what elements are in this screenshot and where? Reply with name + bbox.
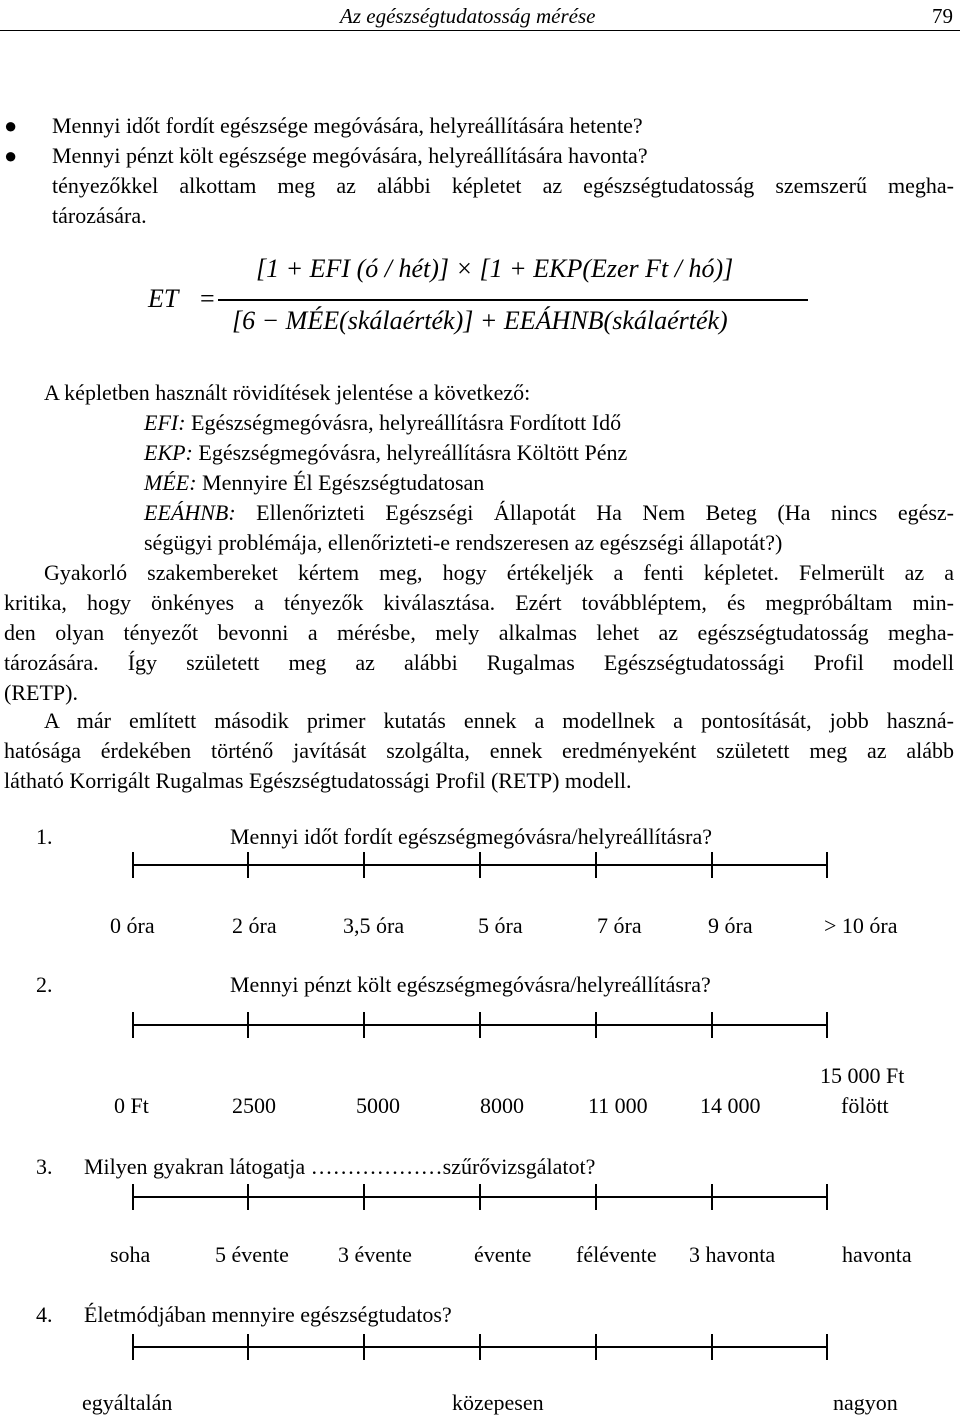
scale-label: havonta [842,1242,912,1267]
abbrev-code: EEÁHNB: [144,500,236,525]
scale-label: > 10 óra [824,913,898,938]
abbrev-text: Egészségmegóvásra, helyreállításra Fordított Idő [191,410,622,435]
scale-label-bottom: fölött [841,1093,889,1118]
paragraph1-line: tározására. Így született meg az alábbi Rugalmas Egészségtudatossági Profil modell [4,650,954,675]
scale-tick[interactable] [595,852,597,878]
scale-tick[interactable] [247,852,249,878]
abbrev-eeahnb-cont: ségügyi problémája, ellenőrizteti-e rendszeresen az egészségi állapotát?) [144,530,783,555]
scale-label: 3 évente [338,1242,412,1267]
scale-label: 3,5 óra [343,913,405,938]
scale-tick[interactable] [363,852,365,878]
bullet-icon: ● [4,143,18,168]
scale-tick[interactable] [826,1334,828,1360]
scale-label: 5 óra [478,913,523,938]
scale-tick[interactable] [595,1012,597,1038]
scale-tick[interactable] [711,1334,713,1360]
abbrev-ekp [144,438,627,467]
scale-tick[interactable] [595,1184,597,1210]
scale-label: 7 óra [597,913,642,938]
scale-tick[interactable] [247,1012,249,1038]
scale-label: egyáltalán [82,1390,173,1415]
scale-label: 14 000 [700,1093,761,1118]
paragraph2-line: látható Korrigált Rugalmas Egészségtudatossági Profil (RETP) modell. [4,768,632,793]
scale-label: 8000 [480,1093,524,1118]
scale-label: 2 óra [232,913,277,938]
question-text: Mennyi pénzt költ egészségmegóvásra/helyreállításra? [230,972,711,997]
scale-tick[interactable] [132,1334,134,1360]
abbrev-intro: A képletben használt rövidítések jelentése a következő: [44,380,531,405]
fill-in-dots[interactable]: ……………… [310,1154,443,1179]
scale-label-top: 15 000 Ft [820,1063,905,1088]
abbrev-efi [144,408,621,437]
formula-equals: = [200,284,215,313]
scale-label: 2500 [232,1093,276,1118]
question-text: Mennyi időt fordít egészségmegóvásra/helyreállításra? [230,824,712,849]
paragraph1-line: kritika, hogy önkényes a tényezők kiválasztása. Ezért továbbléptem, és megpróbáltam min- [4,590,954,615]
abbrev-code: MÉE: [144,470,197,495]
scale-tick[interactable] [479,852,481,878]
scale-tick[interactable] [479,1334,481,1360]
formula-denominator: [6 − MÉE(skálaérték)] + EEÁHNB(skálaérték) [232,306,728,335]
scale-label: 0 óra [110,913,155,938]
question-text-before: Milyen gyakran látogatja [84,1154,306,1179]
question-text: Életmódjában mennyire egészségtudatos? [84,1302,452,1327]
abbrev-code: EKP: [144,440,193,465]
formula-numerator: [1 + EFI (ó / hét)] × [1 + EKP(Ezer Ft / hó)] [256,254,734,283]
intro-line-2: tározására. [52,203,147,228]
scale-tick[interactable] [479,1184,481,1210]
question-number: 2. [36,972,53,997]
bullet-item-time: Mennyi időt fordít egészsége megóvására, helyreállítására hetente? [52,113,643,138]
scale-label: félévente [576,1242,657,1267]
running-header-title: Az egészségtudatosság mérése [340,4,596,28]
scale-tick[interactable] [826,852,828,878]
scale-tick[interactable] [826,1012,828,1038]
page-number: 79 [932,4,953,28]
scale-label: közepesen [452,1390,544,1415]
scale-tick[interactable] [247,1334,249,1360]
fraction-bar [218,299,808,301]
scale-tick[interactable] [132,1184,134,1210]
question-number: 3. [36,1154,53,1179]
paragraph1-line: Gyakorló szakembereket kértem meg, hogy értékeljék a fenti képletet. Felmerült az a [44,560,954,585]
formula-lhs: ET [148,284,179,313]
scale-tick[interactable] [363,1012,365,1038]
abbrev-mee [144,468,484,497]
question-text-after: szűrővizsgálatot? [442,1154,596,1179]
question-number: 1. [36,824,53,849]
abbrev-text: Mennyire Él Egészségtudatosan [202,470,485,495]
scale-label: 5000 [356,1093,400,1118]
scale-label: 9 óra [708,913,753,938]
abbrev-code: EFI: [144,410,186,435]
scale-label: nagyon [833,1390,898,1415]
scale-tick[interactable] [826,1184,828,1210]
scale-tick[interactable] [595,1334,597,1360]
question-number: 4. [36,1302,53,1327]
scale-tick[interactable] [363,1334,365,1360]
scale-tick[interactable] [132,852,134,878]
scale-label: 0 Ft [114,1093,149,1118]
scale-tick[interactable] [363,1184,365,1210]
abbrev-text: Ellenőrizteti Egészségi Állapotát Ha Nem Beteg (Ha nincs egész- [256,500,954,525]
scale-tick[interactable] [132,1012,134,1038]
bullet-icon: ● [4,113,18,138]
paragraph1-line: (RETP). [4,680,78,705]
scale-tick[interactable] [247,1184,249,1210]
paragraph2-line: A már említett második primer kutatás ennek a modellnek a pontosítását, jobb haszná- [44,708,954,733]
header-rule [0,30,960,31]
scale-label: 3 havonta [689,1242,776,1267]
question-text [84,1154,595,1180]
scale-label: évente [474,1242,532,1267]
intro-line-1: tényezőkkel alkottam meg az alábbi képletet az egészségtudatosság szemszerű megha- [52,173,954,198]
scale-tick[interactable] [711,1184,713,1210]
scale-label: soha [110,1242,151,1267]
scale-tick[interactable] [711,852,713,878]
scale-label: 5 évente [215,1242,289,1267]
scale-label: 11 000 [588,1093,648,1118]
paragraph1-line: den olyan tényezőt bevonni a mérésbe, mely alkalmas lehet az egészségtudatosság megha- [4,620,954,645]
abbrev-text: Egészségmegóvásra, helyreállításra Költött Pénz [198,440,628,465]
scale-tick[interactable] [479,1012,481,1038]
paragraph2-line: hatósága érdekében történő javítását szolgálta, ennek eredményeként született meg az alább [4,738,954,763]
abbrev-eeahnb [144,498,954,527]
bullet-item-money: Mennyi pénzt költ egészsége megóvására, helyreállítására havonta? [52,143,648,168]
scale-tick[interactable] [711,1012,713,1038]
